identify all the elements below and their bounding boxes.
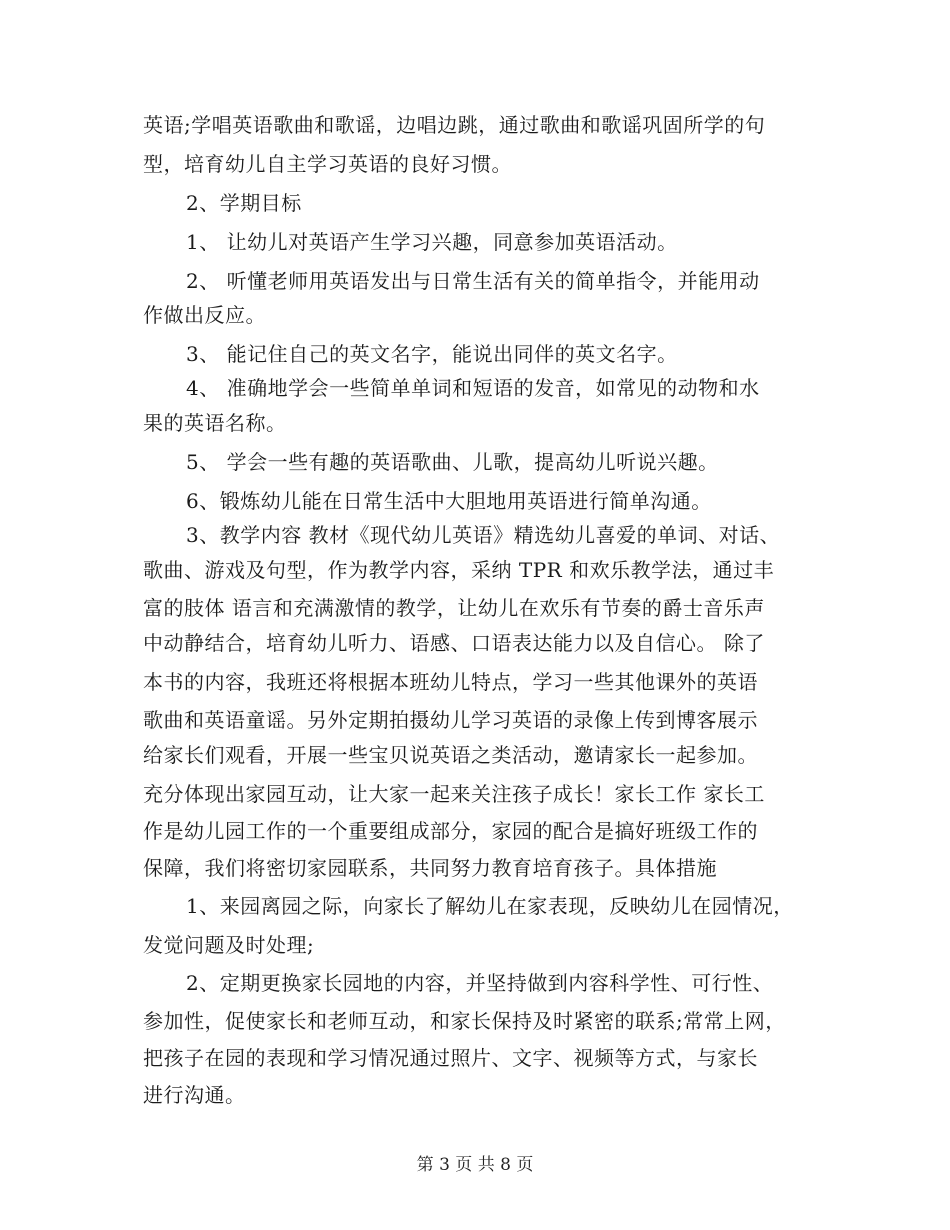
page-number-footer: 第 3 页 共 8 页 [416, 1155, 534, 1175]
text-line: 进行沟通。 [143, 1083, 246, 1107]
text-line: 1、 让幼儿对英语产生学习兴趣，同意参加英语活动。 [186, 230, 678, 254]
text-line: 发觉问题及时处理; [143, 933, 315, 957]
text-line: 型，培育幼儿自主学习英语的良好习惯。 [143, 152, 512, 176]
text-line: 3、教学内容 教材《现代幼儿英语》精选幼儿喜爱的单词、对话、 [186, 523, 781, 547]
text-line: 本书的内容，我班还将根据本班幼儿特点，学习一些其他课外的英语 [143, 670, 758, 694]
text-line: 1、来园离园之际，向家长了解幼儿在家表现，反映幼儿在园情况， [186, 894, 794, 918]
text-line: 2、定期更换家长园地的内容，并坚持做到内容科学性、可行性、 [186, 971, 774, 995]
text-line: 富的肢体 语言和充满激情的教学，让幼儿在欢乐有节奏的爵士音乐声 [143, 596, 765, 620]
text-line: 6、锻炼幼儿能在日常生活中大胆地用英语进行简单沟通。 [186, 489, 712, 513]
text-line: 5、 学会一些有趣的英语歌曲、儿歌，提高幼儿听说兴趣。 [186, 450, 719, 474]
text-line: 2、 听懂老师用英语发出与日常生活有关的简单指令，并能用动 [186, 269, 760, 293]
text-line: 作是幼儿园工作的一个重要组成部分，家园的配合是搞好班级工作的 [143, 819, 758, 843]
text-line: 英语;学唱英语歌曲和歌谣，边唱边跳，通过歌曲和歌谣巩固所学的句 [143, 113, 766, 137]
text-line: 把孩子在园的表现和学习情况通过照片、文字、视频等方式，与家长 [143, 1046, 758, 1070]
text-line: 4、 准确地学会一些简单单词和短语的发音，如常见的动物和水 [186, 376, 760, 400]
text-line: 歌曲、游戏及句型，作为教学内容，采纳 TPR 和欢乐教学法，通过丰 [143, 558, 775, 582]
text-line: 2、学期目标 [186, 191, 302, 215]
text-line: 充分体现出家园互动，让大家一起来关注孩子成长！家长工作 家长工 [143, 782, 765, 806]
text-line: 果的英语名称。 [143, 411, 287, 435]
text-line: 参加性，促使家长和老师互动，和家长保持及时紧密的联系;常常上网， [143, 1009, 786, 1033]
text-line: 保障，我们将密切家园联系，共同努力教育培育孩子。具体措施 [143, 856, 717, 880]
text-line: 歌曲和英语童谣。另外定期拍摄幼儿学习英语的录像上传到博客展示 [143, 708, 758, 732]
text-line: 中动静结合，培育幼儿听力、语感、口语表达能力以及自信心。 除了 [143, 631, 765, 655]
text-line: 3、 能记住自己的英文名字，能说出同伴的英文名字。 [186, 342, 678, 366]
text-line: 给家长们观看，开展一些宝贝说英语之类活动，邀请家长一起参加。 [143, 743, 758, 767]
text-line: 作做出反应。 [143, 303, 266, 327]
